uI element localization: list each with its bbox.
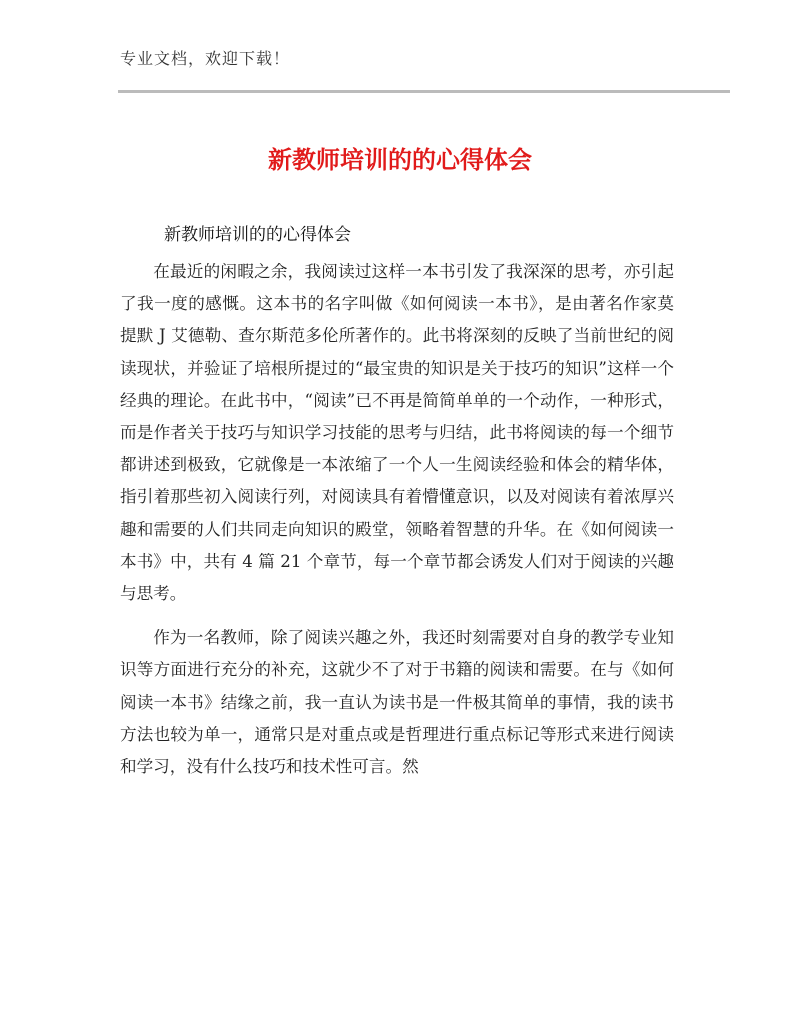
section-heading: 新教师培训的的心得体会 xyxy=(164,225,351,245)
header-note: 专业文档，欢迎下载！ xyxy=(120,49,291,68)
document-title: 新教师培训的的心得体会 xyxy=(268,146,532,174)
paragraph: 在最近的闲暇之余，我阅读过这样一本书引发了我深深的思考，亦引起了我一度的感慨。这本书的名字叫做《如何阅读一本书》，是由著名作家莫提默 J 艾德勒、查尔斯范多伦所著作的。此书将深刻的反映了当前世纪的阅读现状，并验证了培根所提过的“最宝贵的知识是关于技巧的知识”这样一个经典的理论。在此书中，“阅读”已不再是简简单单的一个动作，一种形式，而是作者关于技巧与知识学习技能的思考与归结，此书将阅读的每一个细节都讲述到极致，它就像是一本浓缩了一个人一生阅读经验和体会的精华体，指引着那些初入阅读行列，对阅读具有着懵懂意识，以及对阅读有着浓厚兴趣和需要的人们共同走向知识的殿堂，领略着智慧的升华。在《如何阅读一本书》中，共有 4 篇 21 个章节，每一个章节都会诱发人们对于阅读的兴趣与思考。 xyxy=(120,262,674,604)
header-divider xyxy=(118,90,730,93)
body-text xyxy=(120,256,674,783)
paragraph: 作为一名教师，除了阅读兴趣之外，我还时刻需要对自身的教学专业知识等方面进行充分的补充，这就少不了对于书籍的阅读和需要。在与《如何阅读一本书》结缘之前，我一直认为读书是一件极其简单的事情，我的读书方法也较为单一，通常只是对重点或是哲理进行重点标记等形式来进行阅读和学习，没有什么技巧和技术性可言。然 xyxy=(120,628,674,777)
